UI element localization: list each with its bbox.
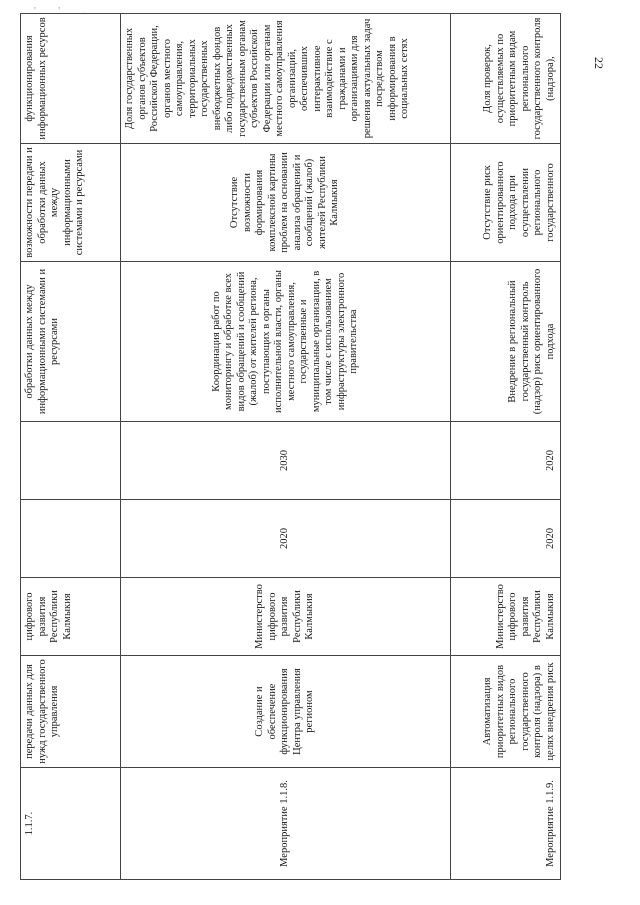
- problem-cell: Отсутствие риск ориентированного подхода при осуществлении регионального государственного: [451, 144, 561, 262]
- result-cell: Координация работ по мониторингу и обработке всех видов обращений и сообщений (жалоб) от жителей региона, поступающих в органы исполнительной власти, органы местного самоуправления, государственные и муниципальные организации, в том числе с использованием инфраструктуры электронного правительства: [121, 262, 451, 422]
- corner-mark: ' ' .: [34, 6, 96, 17]
- table-row: [451, 14, 561, 880]
- end-year-cell: 2030: [121, 422, 451, 500]
- measures-table: [20, 13, 561, 880]
- start-year-cell: 2020: [451, 500, 561, 578]
- row-id-cell: Мероприятие 1.1.8.: [121, 768, 451, 880]
- indicator-cell: функционирования информационных ресурсов: [21, 14, 121, 144]
- measure-cell: передачи данных для нужд государственного управления: [21, 656, 121, 768]
- page-number: 22: [592, 57, 606, 69]
- row-id-cell: 1.1.7.: [21, 768, 121, 880]
- problem-cell: Отсутствие возможности формирования комплексной картины проблем на основании анализа обращений и сообщений (жалоб) жителей Республики Калмыкия: [121, 144, 451, 262]
- problem-cell: возможности передачи и обработки данных между информационными системами и ресурсами: [21, 144, 121, 262]
- rotated-table-container: [20, 14, 560, 880]
- result-cell: обработки данных между информационными системами и ресурсами: [21, 262, 121, 422]
- end-year-cell: [21, 422, 121, 500]
- start-year-cell: 2020: [121, 500, 451, 578]
- table-row: [121, 14, 451, 880]
- measure-cell: Создание и обеспечение функционирования Центра управления регионом: [121, 656, 451, 768]
- document-page: [20, 14, 560, 880]
- measure-cell: Автоматизация приоритетных видов регионального государственного контроля (надзора) в целях внедрения риск: [451, 656, 561, 768]
- end-year-cell: 2020: [451, 422, 561, 500]
- responsible-cell: Министерство цифрового развития Республики Калмыкия: [451, 578, 561, 656]
- start-year-cell: [21, 500, 121, 578]
- table-row: [21, 14, 121, 880]
- responsible-cell: цифрового развития Республики Калмыкия: [21, 578, 121, 656]
- row-id-cell: Мероприятие 1.1.9.: [451, 768, 561, 880]
- indicator-cell: Доля государственных органов субъектов Российской Федерации, органов местного самоуправления, территориальных государственных внебюджетных фондов либо подведомственных государственным органам субъектов Российской Федерации или органам местного самоуправления организаций, обеспечивших интерактивное взаимодействие с гражданами и организациями для решения актуальных задач посредством информирования в социальных сетях: [121, 14, 451, 144]
- result-cell: Внедрение в региональный государственный контроль (надзор) риск ориентированного подхода: [451, 262, 561, 422]
- responsible-cell: Министерство цифрового развития Республики Калмыкия: [121, 578, 451, 656]
- indicator-cell: Доля проверок, осуществляемых по приоритетным видам регионального государственного контроля (надзора),: [451, 14, 561, 144]
